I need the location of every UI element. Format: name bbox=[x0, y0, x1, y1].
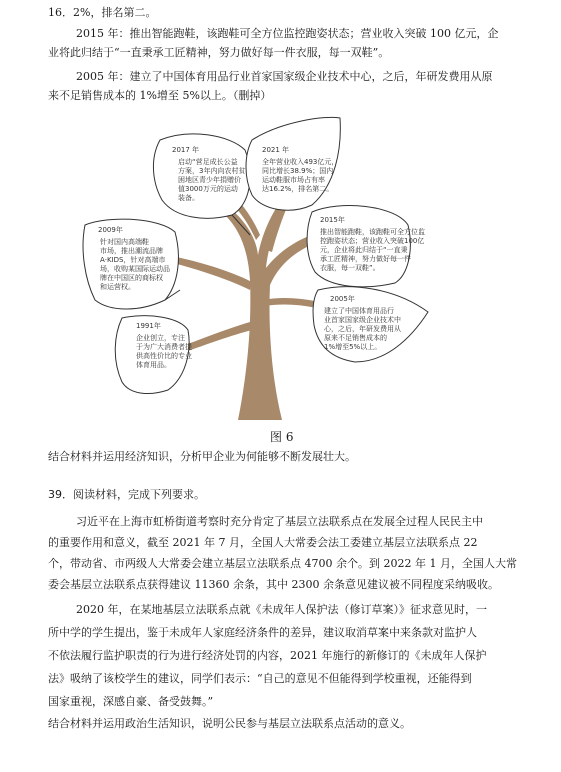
question-text: 结合材料并运用经济知识，分析甲企业为何能够不断发展壮大。 bbox=[48, 450, 356, 463]
text-line: 的重要作用和意义，截至 2021 年 7 月，全国人大常委会法工委建立基层立法联系点 22 bbox=[48, 536, 478, 549]
leaf-year: 2009年 bbox=[98, 226, 123, 234]
text-line: 习近平在上海市虹桥街道考察时充分肯定了基层立法联系点在发展全过程人民民主中 bbox=[76, 515, 483, 528]
text-line: 2005 年：建立了中国体育用品行业首家国家级企业技术中心，之后，年研发费用从原 bbox=[76, 70, 493, 83]
leaf-text-line: 全年营业收入493亿元， bbox=[262, 158, 339, 166]
leaf-text-line: 体育用品。 bbox=[136, 361, 171, 369]
leaf-year: 2005年 bbox=[330, 295, 355, 303]
leaf-text-line: 困地区青少年捐赠价 bbox=[178, 176, 241, 184]
figure-caption: 图 6 bbox=[270, 430, 294, 444]
leaf-text-line: 心，之后，年研发费用从 bbox=[324, 325, 401, 333]
text-line: 2015 年：推出智能跑鞋，该跑鞋可全方位监控跑姿状态；营业收入突破 100 亿元，企 bbox=[76, 27, 499, 40]
text-line: 业将此归结于“一直秉承工匠精神，努力做好每一件衣服，每一双鞋”。 bbox=[48, 46, 390, 59]
leaf-text-line: 市场，推出潮流品牌 bbox=[100, 247, 163, 255]
leaf-text-line: 方案，3年内向农村贫 bbox=[178, 167, 246, 175]
leaf-text-line: 控跑姿状态；营业收入突破100亿 bbox=[320, 237, 425, 245]
text-line: 不依法履行监护职责的行为进行经济处罚的内容，2021 年施行的新修订的《未成年人保护 bbox=[48, 649, 487, 662]
leaf-text-line: 同比增长38.9%；国内 bbox=[262, 167, 334, 175]
leaf-text-line: 业首家国家级企业技术中 bbox=[324, 316, 401, 324]
text-line: 国家重视，深感自豪、备受鼓舞。” bbox=[48, 695, 214, 708]
text-line: 委会基层立法联系点获得建议 11360 余条，其中 2300 余条意见建议被不同程度采纳吸收。 bbox=[48, 578, 499, 591]
leaf-text-line: 和运营权。 bbox=[100, 283, 135, 291]
leaf-text-line: 元，企业将此归结于“一直秉 bbox=[320, 246, 408, 254]
leaf-text-line: 承工匠精神，努力做好每一件 bbox=[320, 255, 411, 263]
leaf-year: 1991年 bbox=[136, 322, 161, 330]
text-line: 2020 年，在某地基层立法联系点就《未成年人保护法（修订草案）》征求意见时，一 bbox=[76, 603, 487, 616]
leaf-text-line: A·KIDS，针对高端市 bbox=[100, 256, 166, 264]
leaf-text-line: 原来不足销售成本的 bbox=[324, 334, 387, 342]
leaf-text-line: 针对国内高端鞋 bbox=[100, 238, 149, 246]
question-text: 结合材料并运用政治生活知识，说明公民参与基层立法联系点活动的意义。 bbox=[48, 717, 411, 730]
leaf-text-line: 值3000万元的运动 bbox=[178, 185, 238, 193]
leaf-text-line: 装备。 bbox=[178, 194, 199, 202]
leaf-text-line: 启动“营足成长公益 bbox=[178, 158, 238, 166]
text-line: 所中学的学生提出，鉴于未成年人家庭经济条件的差异，建议取消草案中来条款对监护人 bbox=[48, 626, 477, 639]
leaf-text-line: 建立了中国体育用品行 bbox=[324, 307, 394, 315]
text-line: 16．2%，排名第二。 bbox=[48, 6, 157, 19]
leaf-text-line: 供高性价比的专业 bbox=[136, 352, 192, 360]
leaf-year: 2021 年 bbox=[262, 146, 290, 154]
text-line: 来不足销售成本的 1%增至 5%以上。（删掉） bbox=[48, 89, 272, 102]
leaf-text-line: 运动鞋服市场占有率 bbox=[262, 176, 325, 184]
leaf-text-line: 衣服，每一双鞋”。 bbox=[320, 264, 380, 272]
leaf-text-line: 企业创立，专注 bbox=[136, 334, 185, 342]
leaf-text-line: 场，收购某国际运动品 bbox=[100, 265, 170, 273]
leaf-text-line: 达16.2%，排名第二。 bbox=[262, 185, 334, 193]
leaf-text-line: 牌在中国区的商标权 bbox=[100, 274, 163, 282]
leaf-text-line: 推出智能跑鞋，该跑鞋可全方位监 bbox=[320, 228, 425, 236]
leaf-year: 2017 年 bbox=[172, 146, 200, 154]
leaf-year: 2015年 bbox=[320, 216, 345, 224]
leaf-text-line: 于为广大消费者提 bbox=[136, 343, 192, 351]
question-number: 39．阅读材料，完成下列要求。 bbox=[48, 488, 205, 501]
leaf-text-line: 1%增至5%以上。 bbox=[324, 343, 382, 351]
text-line: 法》吸纳了该校学生的建议，同学们表示：“自己的意见不但能得到学校重视，还能得到 bbox=[48, 672, 472, 685]
text-line: 个，带动省、市两级人大常委会建立基层立法联系点 4700 余个。到 2022 年 1 月，全国人大常 bbox=[48, 557, 517, 570]
